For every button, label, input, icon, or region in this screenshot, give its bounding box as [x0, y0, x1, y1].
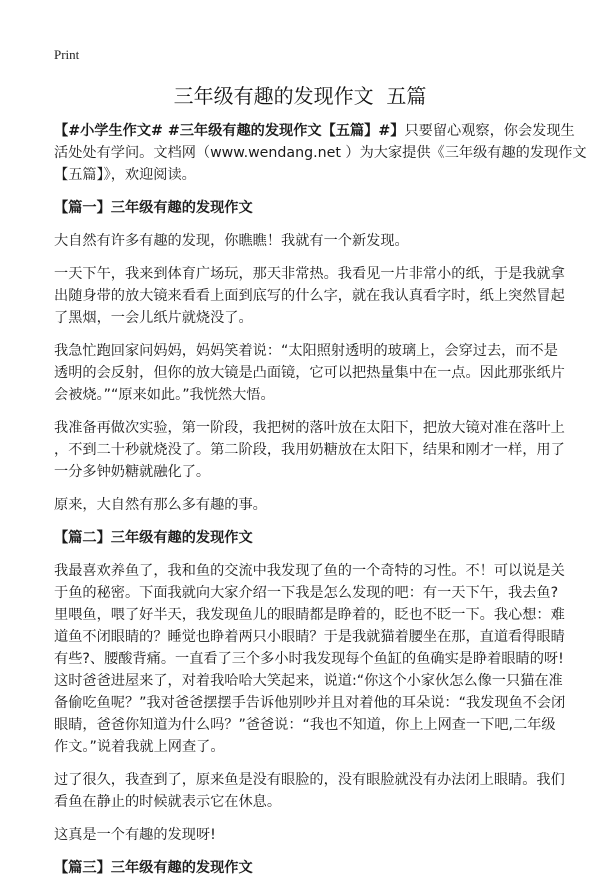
- paragraph-line: 我急忙跑回家问妈妈，妈妈笑着说：“太阳照射透明的玻璃上，会穿过去，而不是: [54, 343, 558, 359]
- intro-tags: 【#小学生作文# #三年级有趣的发现作文【五篇】#】: [54, 123, 405, 139]
- sections: [54, 197, 566, 879]
- paragraph-line: 我准备再做次实验，第一阶段，我把树的落叶放在太阳下，把放大镜对准在落叶上: [54, 420, 565, 436]
- section-heading: 【篇一】三年级有趣的发现作文: [54, 200, 253, 216]
- paragraph-line: 了黑烟，一会儿纸片就烧没了。: [54, 310, 253, 326]
- paragraph-line: 透明的会反射，但你的放大镜是凸面镜，它可以把热量集中在一点。因此那张纸片: [54, 365, 565, 381]
- paragraph-line: 有些?、腰酸背痛。一直看了三个多小时我发现每个鱼缸的鱼确实是睁着眼睛的呀!: [54, 651, 564, 667]
- intro-line: 只要留心观察，你会发现生: [404, 123, 575, 139]
- paragraph: [54, 769, 565, 813]
- paragraph-line: 出随身带的放大镜来看看上面到底写的什么字，就在我认真看字时，纸上突然冒起: [54, 288, 565, 304]
- intro-paragraph: [54, 120, 587, 186]
- intro-line: 【五篇】》，欢迎阅读。: [54, 167, 196, 183]
- section-heading: 【篇二】三年级有趣的发现作文: [54, 530, 253, 546]
- paragraph-line: 看鱼在静止的时候就表示它在休息。: [54, 794, 282, 810]
- paragraph: [54, 340, 565, 406]
- paragraph-line: 眼睛，爸爸你知道为什么吗？”爸爸说：“我也不知道，你上上网查一下吧,二年级: [54, 717, 556, 733]
- paragraph-line: ，不到二十秒就烧没了。第二阶段，我用奶糖放在太阳下，结果和刚才一样，用了: [54, 442, 565, 458]
- paragraph-line: 我最喜欢养鱼了，我和鱼的交流中我发现了鱼的一个奇特的习性。不！可以说是关: [54, 563, 565, 579]
- paragraph: [54, 417, 565, 483]
- paragraph-line: 这真是一个有趣的发现呀!: [54, 827, 216, 843]
- paragraph-line: 作文。”说着我就上网查了。: [54, 739, 225, 755]
- page-title: 三年级有趣的发现作文 五篇: [173, 84, 427, 108]
- paragraph: [54, 230, 554, 252]
- intro-line: 活处处有学问。文档网（www.wendang.net ）为大家提供《三年级有趣的发现作文: [54, 145, 587, 161]
- paragraph-line: 一天下午，我来到体育广场玩，那天非常热。我看见一片非常小的纸，于是我就拿: [54, 266, 565, 282]
- paragraph: [54, 560, 566, 758]
- article-body: [54, 120, 587, 890]
- paragraph-line: 过了很久，我查到了，原来鱼是没有眼脸的，没有眼脸就没有办法闭上眼睛。我们: [54, 772, 565, 788]
- paragraph-line: 原来，大自然有那么多有趣的事。: [54, 497, 267, 513]
- paragraph-line: 大自然有许多有趣的发现，你瞧瞧！我就有一个新发现。: [54, 233, 409, 249]
- section-heading: 【篇三】三年级有趣的发现作文: [54, 860, 253, 876]
- paragraph-line: 会被烧。”“原来如此。”我恍然大悟。: [54, 387, 275, 403]
- paragraph: [54, 824, 554, 846]
- paragraph-line: 里喂鱼，喂了好半天，我发现鱼儿的眼睛都是睁着的，眨也不眨一下。我心想：难: [54, 607, 565, 623]
- paragraph-line: 这时爸爸进屋来了，对着我哈哈大笑起来，说道:“你这个小家伙怎么像一只猫在准: [54, 673, 563, 689]
- print-link[interactable]: Print: [54, 47, 80, 62]
- paragraph: [54, 494, 554, 516]
- paragraph-line: 一分多钟奶糖就融化了。: [54, 464, 211, 480]
- paragraph-line: 于鱼的秘密。下面我就向大家介绍一下我是怎么发现的吧：有一天下午，我去鱼?: [54, 585, 559, 601]
- paragraph-line: 备偷吃鱼呢？”我对爸爸摆摆手告诉他别吵并且对着他的耳朵说：“我发现鱼不会闭: [54, 695, 566, 711]
- paragraph-line: 道鱼不闭眼睛的？睡觉也睁着两只小眼睛？于是我就猫着腰坐在那，直道看得眼睛: [54, 629, 565, 645]
- paragraph: [54, 263, 565, 329]
